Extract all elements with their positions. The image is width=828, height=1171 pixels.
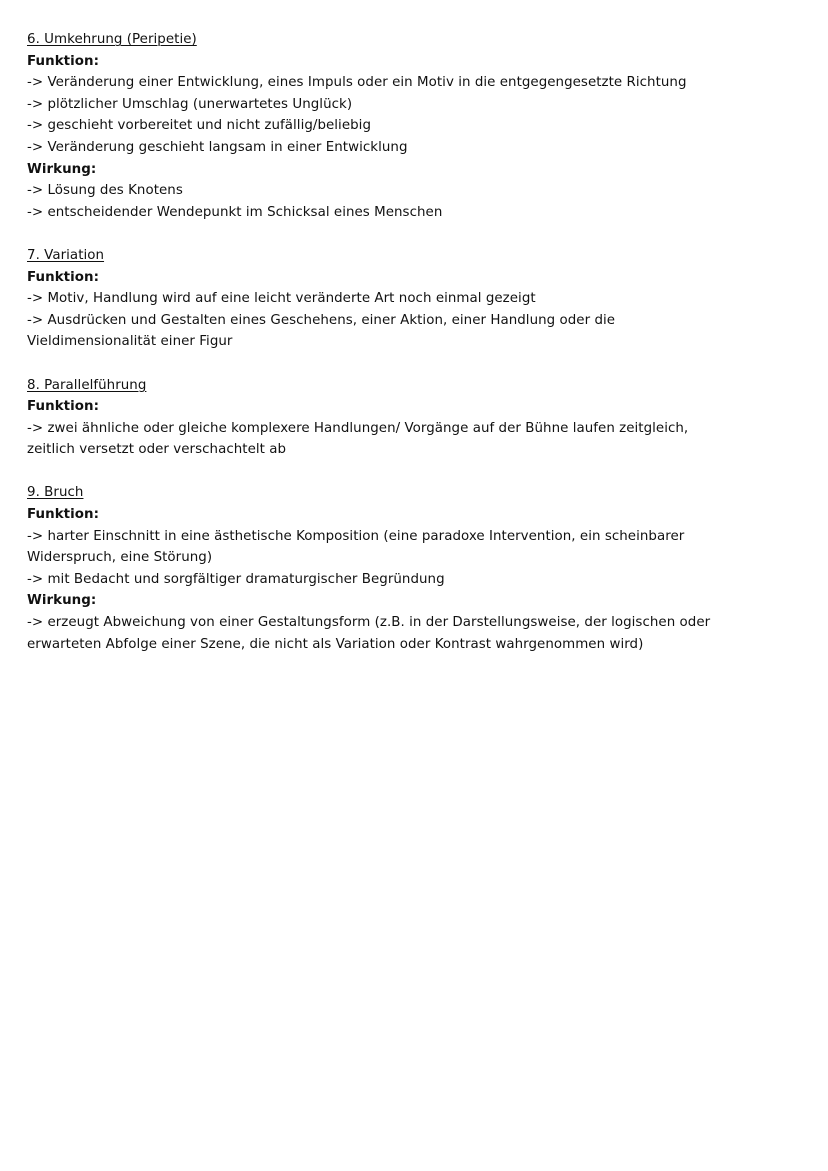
wirkung-label: Wirkung: [27,161,97,177]
wirkung-label: Wirkung: [27,593,97,609]
list-item: -> harter Einschnitt in eine ästhetische Komposition (eine paradoxe Intervention, ein scheinbarer [27,528,685,544]
section-heading: 9. Bruch [27,485,84,501]
list-item-continuation: erwarteten Abfolge einer Szene, die nicht als Variation oder Kontrast wahrgenommen wird) [27,636,644,652]
funktion-label: Funktion: [27,399,99,415]
list-item: -> Lösung des Knotens [27,183,183,199]
section-heading: 7. Variation [27,247,105,263]
section-heading: 8. Parallelführung [27,377,147,393]
list-item: -> Ausdrücken und Gestalten eines Geschehens, einer Aktion, einer Handlung oder die [27,312,616,328]
section-umkehrung [27,29,807,223]
list-item: -> plötzlicher Umschlag (unerwartetes Unglück) [27,96,353,112]
list-item: -> Motiv, Handlung wird auf eine leicht veränderte Art noch einmal gezeigt [27,291,536,307]
section-variation [27,245,807,353]
funktion-label: Funktion: [27,269,99,285]
funktion-label: Funktion: [27,507,99,523]
list-item-continuation: zeitlich versetzt oder verschachtelt ab [27,442,287,458]
section-bruch [27,482,807,655]
section-parallelfuehrung [27,375,807,461]
list-item: -> Veränderung geschieht langsam in einer Entwicklung [27,139,408,155]
list-item-continuation: Widerspruch, eine Störung) [27,550,213,566]
list-item: -> entscheidender Wendepunkt im Schicksal eines Menschen [27,204,443,220]
list-item: -> mit Bedacht und sorgfältiger dramaturgischer Begründung [27,571,445,587]
section-heading: 6. Umkehrung (Peripetie) [27,32,197,47]
list-item: -> Veränderung einer Entwicklung, eines Impuls oder ein Motiv in die entgegengesetzte Richtung [27,75,687,91]
list-item: -> zwei ähnliche oder gleiche komplexere Handlungen/ Vorgänge auf der Bühne laufen zeitgleich, [27,420,689,436]
list-item-continuation: Vieldimensionalität einer Figur [27,334,233,350]
funktion-label: Funktion: [27,53,99,69]
document-page [27,29,807,677]
list-item: -> geschieht vorbereitet und nicht zufällig/beliebig [27,118,371,134]
list-item: -> erzeugt Abweichung von einer Gestaltungsform (z.B. in der Darstellungsweise, der logischen oder [27,615,711,631]
